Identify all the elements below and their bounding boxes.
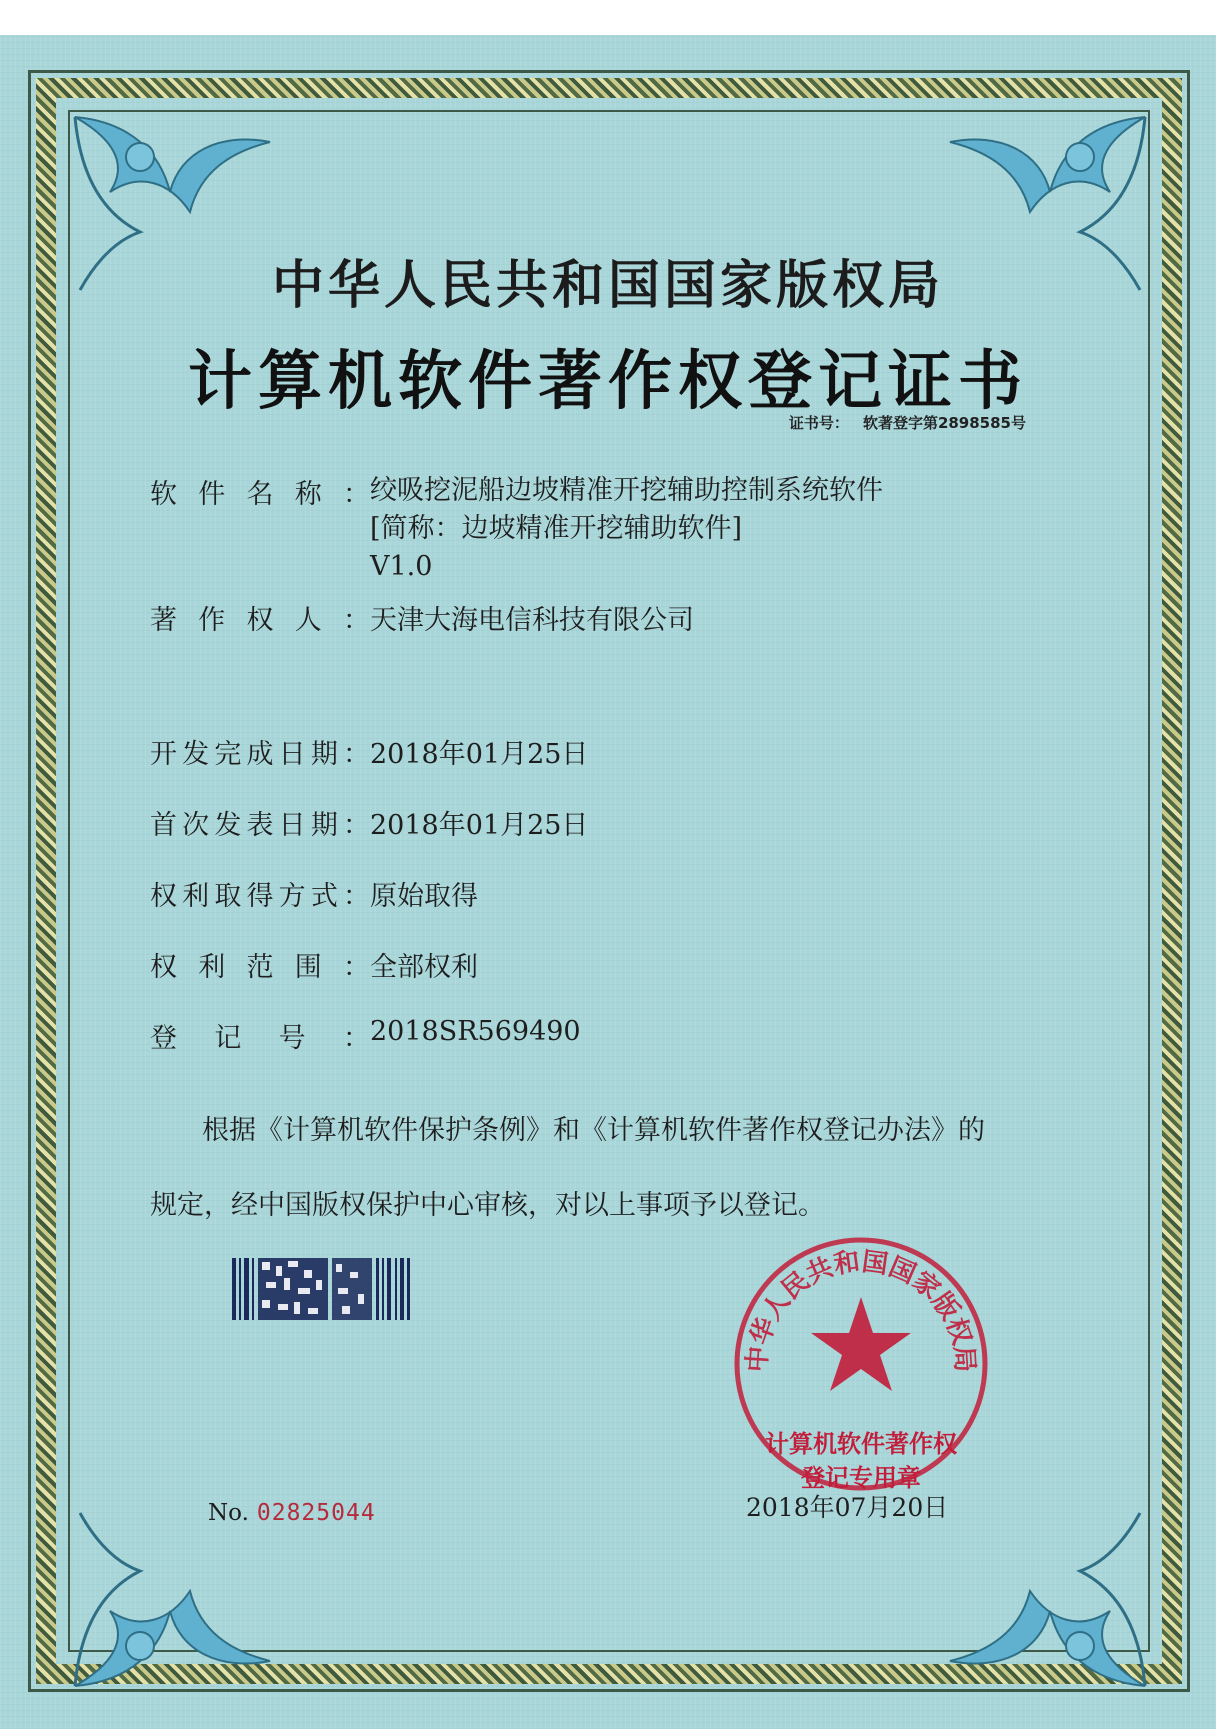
field-label: 登记号： xyxy=(150,1023,370,1054)
seal-arc-text: 中华人民共和国国家版权局 xyxy=(742,1246,980,1374)
field-value: 原始取得 xyxy=(370,881,478,912)
seal-text-line1: 计算机软件著作权 xyxy=(765,1429,957,1458)
barcode-image xyxy=(232,1258,410,1320)
corner-ornament-bottom-right xyxy=(930,1511,1150,1691)
certificate-title: 计算机软件著作权登记证书 xyxy=(188,344,1028,419)
field-value: 天津大海电信科技有限公司 xyxy=(370,605,694,636)
authority-title: 中华人民共和国国家版权局 xyxy=(271,255,944,316)
field-acquire-method xyxy=(150,874,478,913)
field-label: 著作权人： xyxy=(150,605,370,636)
cert-no-value: 软著登字第2898585号 xyxy=(862,414,1026,432)
field-dev-date xyxy=(150,732,588,771)
seal-text-line2: 登记专用章 xyxy=(801,1463,921,1492)
field-value: 2018年01月25日 xyxy=(370,739,589,770)
field-label: 开发完成日期： xyxy=(150,739,370,770)
certificate-number xyxy=(789,412,1026,433)
field-publish-date xyxy=(150,803,588,842)
issue-date: 2018年07月20日 xyxy=(746,1493,949,1522)
field-scope xyxy=(150,945,478,984)
software-name-version: V1.0 xyxy=(370,551,433,582)
field-value: 2018年01月25日 xyxy=(370,810,589,841)
corner-ornament-bottom-left xyxy=(70,1511,290,1691)
cert-no-label: 证书号： xyxy=(788,414,849,432)
field-value: 2018SR569490 xyxy=(370,1016,581,1047)
field-label: 软件名称： xyxy=(150,479,370,510)
field-value: 全部权利 xyxy=(370,952,478,983)
statement-line2: 规定，经中国版权保护中心审核，对以上事项予以登记。 xyxy=(150,1190,825,1221)
serial-number xyxy=(208,1500,376,1526)
field-registration-number xyxy=(150,1016,581,1055)
software-name-line1: 绞吸挖泥船边坡精准开挖辅助控制系统软件 xyxy=(370,475,883,506)
field-value xyxy=(370,472,883,586)
field-label: 首次发表日期： xyxy=(150,810,370,841)
serial-value: 02825044 xyxy=(256,1500,376,1526)
statement-line1: 根据《计算机软件保护条例》和《计算机软件著作权登记办法》的 xyxy=(202,1115,985,1146)
field-software-name xyxy=(150,472,883,586)
field-owner xyxy=(150,598,694,637)
field-label: 权利范围： xyxy=(150,952,370,983)
software-name-line2: [简称：边坡精准开挖辅助软件] xyxy=(370,513,743,544)
field-label: 权利取得方式： xyxy=(150,881,370,912)
serial-label: No. xyxy=(208,1500,249,1526)
